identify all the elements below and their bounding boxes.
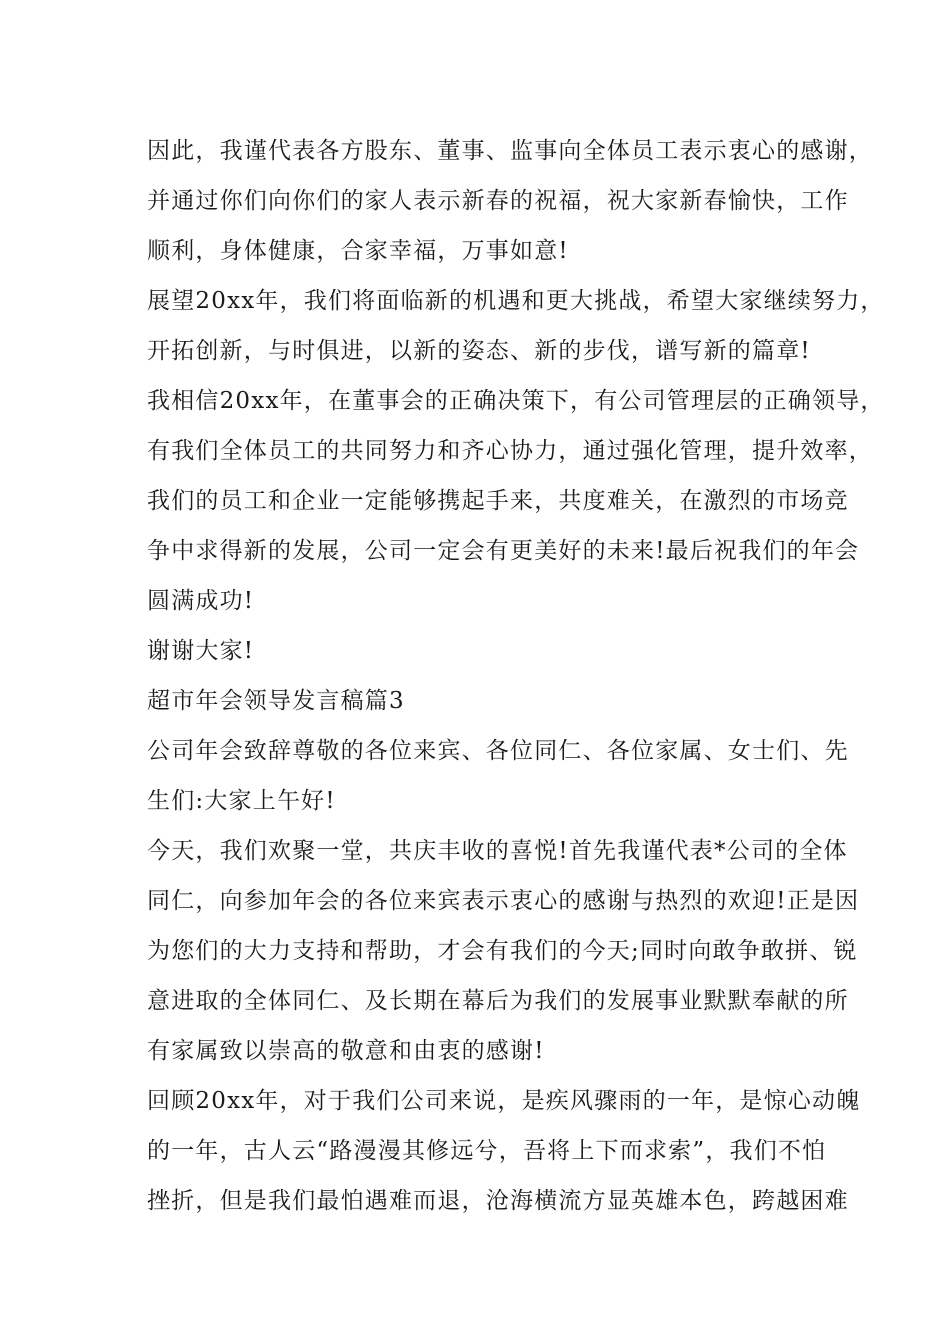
text-line: 的一年，古人云“路漫漫其修远兮，吾将上下而求索”，我们不怕 (147, 1138, 827, 1164)
text-line: 挫折，但是我们最怕遇难而退，沧海横流方显英雄本色，跨越困难 (147, 1188, 849, 1214)
text-line: 有家属致以崇高的敬意和由衷的感谢! (147, 1038, 545, 1064)
text-line: 展望20xx年，我们将面临新的机遇和更大挑战，希望大家继续努力， (147, 288, 885, 314)
text-line: 顺利，身体健康，合家幸福，万事如意! (147, 238, 569, 264)
text-line: 我相信20xx年，在董事会的正确决策下，有公司管理层的正确领导， (147, 388, 885, 414)
text-line: 我们的员工和企业一定能够携起手来，共度难关，在激烈的市场竞 (147, 488, 849, 514)
text-line: 同仁，向参加年会的各位来宾表示衷心的感谢与热烈的欢迎!正是因 (147, 888, 860, 914)
text-line: 生们:大家上午好! (147, 788, 336, 814)
section-heading: 超市年会领导发言稿篇3 (147, 688, 405, 714)
text-line: 有我们全体员工的共同努力和齐心协力，通过强化管理，提升效率， (147, 438, 873, 464)
text-line: 意进取的全体同仁、及长期在幕后为我们的发展事业默默奉献的所 (147, 988, 849, 1014)
text-line: 今天，我们欢聚一堂，共庆丰收的喜悦!首先我谨代表*公司的全体 (147, 838, 848, 864)
text-line: 谢谢大家! (147, 638, 255, 664)
text-line: 因此，我谨代表各方股东、董事、监事向全体员工表示衷心的感谢， (147, 138, 873, 164)
text-line: 并通过你们向你们的家人表示新春的祝福，祝大家新春愉快，工作 (147, 188, 849, 214)
text-line: 公司年会致辞尊敬的各位来宾、各位同仁、各位家属、女士们、先 (147, 738, 849, 764)
text-line: 圆满成功! (147, 588, 255, 614)
text-line: 回顾20xx年，对于我们公司来说，是疾风骤雨的一年，是惊心动魄 (147, 1088, 861, 1114)
text-line: 为您们的大力支持和帮助，才会有我们的今天;同时向敢争敢拼、锐 (147, 938, 858, 964)
text-line: 开拓创新，与时俱进，以新的姿态、新的步伐，谱写新的篇章! (147, 338, 811, 364)
text-line: 争中求得新的发展，公司一定会有更美好的未来!最后祝我们的年会 (147, 538, 860, 564)
